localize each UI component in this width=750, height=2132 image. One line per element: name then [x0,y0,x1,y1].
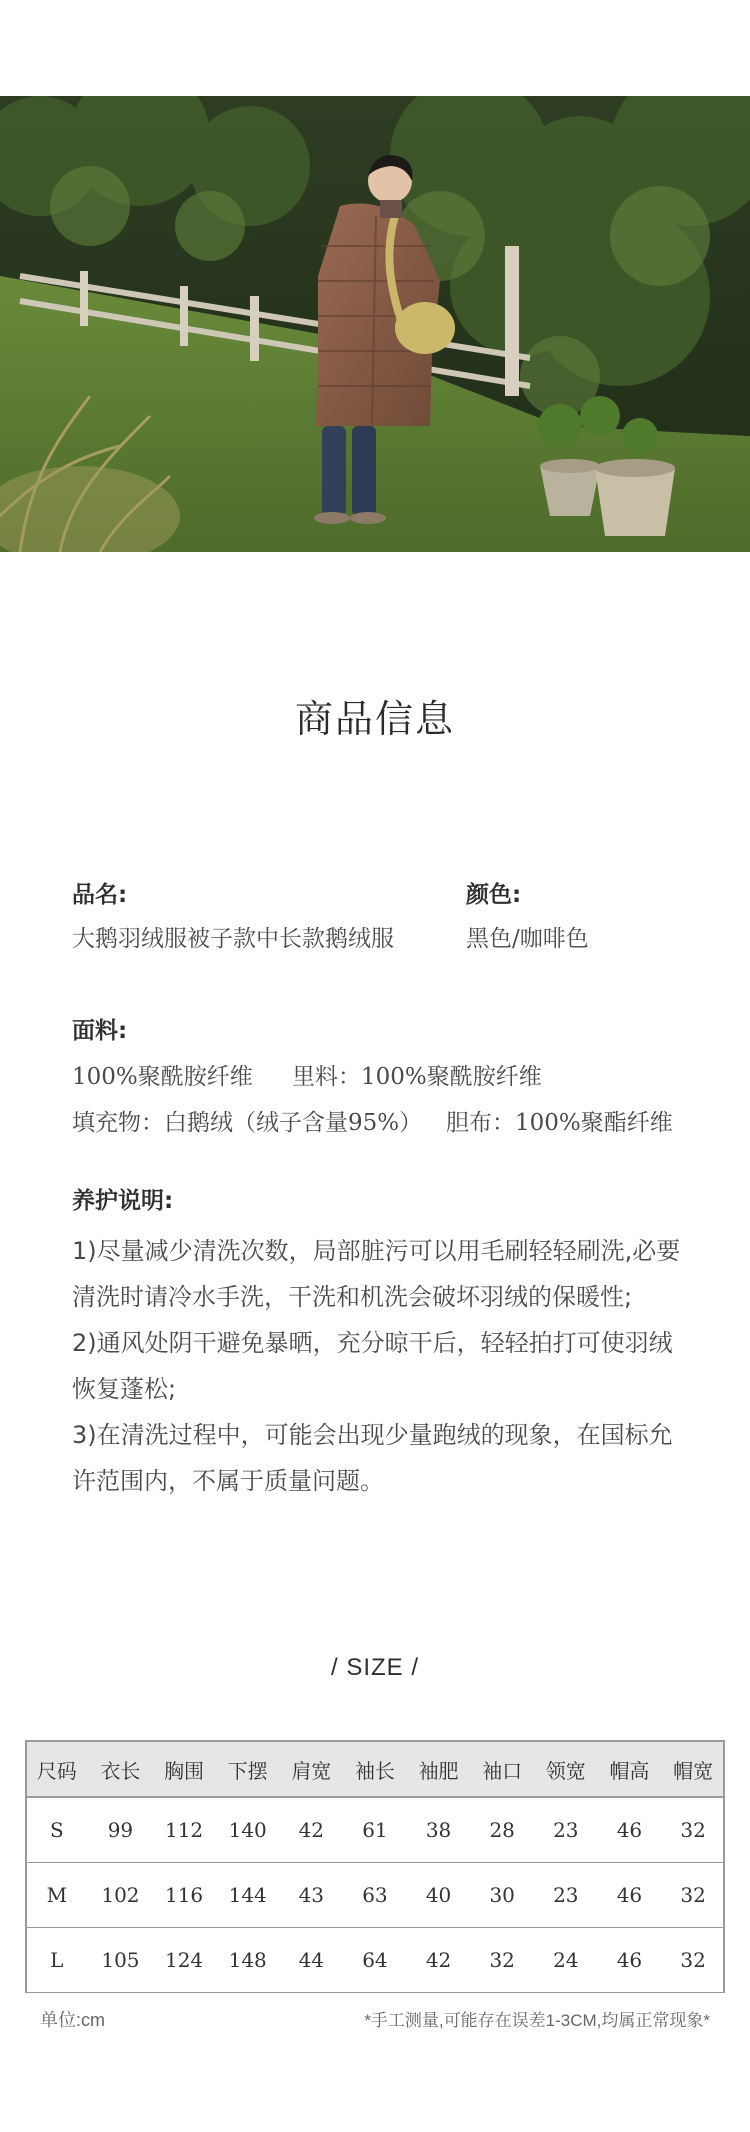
table-cell: 42 [407,1927,471,1992]
table-row [25,1797,725,1862]
care-line: 清洗时请冷水手洗，干洗和机洗会破坏羽绒的保暖性; [72,1283,633,1311]
care-instructions [72,1228,692,1504]
fabric-main: 100%聚酰胺纤维 [72,1064,253,1090]
size-title: / SIZE / [330,1654,419,1681]
table-cell: 63 [343,1862,407,1927]
table-cell: 102 [89,1862,153,1927]
table-cell: 46 [598,1797,662,1862]
header-hood-height: 帽高 [598,1741,662,1797]
table-cell: S [25,1797,89,1862]
table-cell: 32 [470,1927,534,1992]
care-line: 恢复蓬松; [72,1375,177,1403]
unit-note: 单位:cm [40,2010,105,2030]
header-length: 衣长 [89,1741,153,1797]
header-collar: 领宽 [534,1741,598,1797]
table-cell: 32 [661,1927,725,1992]
table-cell: 46 [598,1927,662,1992]
color-label: 颜色: [466,882,522,908]
table-cell: 46 [598,1862,662,1927]
table-cell: 144 [216,1862,280,1927]
table-cell: 42 [280,1797,344,1862]
header-hood-width: 帽宽 [661,1741,725,1797]
table-cell: 112 [152,1797,216,1862]
table-cell: 61 [343,1797,407,1862]
care-label: 养护说明: [72,1188,174,1214]
table-cell: L [25,1927,89,1992]
fabric-lining: 里料：100%聚酰胺纤维 [292,1064,542,1090]
table-cell: 32 [661,1862,725,1927]
header-size: 尺码 [25,1741,89,1797]
table-cell: 124 [152,1927,216,1992]
fabric-label: 面料: [72,1018,128,1044]
page-title: 商品信息 [294,697,455,741]
header-sleeve-width: 袖肥 [407,1741,471,1797]
table-cell: 140 [216,1797,280,1862]
table-cell: 116 [152,1862,216,1927]
size-table [25,1740,725,1993]
table-cell: 23 [534,1862,598,1927]
table-cell: 105 [89,1927,153,1992]
table-cell: 40 [407,1862,471,1927]
table-row [25,1862,725,1927]
header-sleeve-length: 袖长 [343,1741,407,1797]
care-line: 2)通风处阴干避免暴晒，充分晾干后，轻轻拍打可使羽绒 [72,1329,673,1357]
table-cell: 24 [534,1927,598,1992]
table-cell: 148 [216,1927,280,1992]
table-cell: 44 [280,1927,344,1992]
table-cell: 99 [89,1797,153,1862]
table-cell: 23 [534,1797,598,1862]
header-shoulder: 肩宽 [280,1741,344,1797]
table-cell: 64 [343,1927,407,1992]
name-value: 大鹅羽绒服被子款中长款鹅绒服 [72,926,394,952]
fabric-filling: 填充物：白鹅绒（绒子含量95%） [72,1110,423,1136]
measure-note: *手工测量,可能存在误差1-3CM,均属正常现象* [364,2011,710,2030]
table-cell: 32 [661,1797,725,1862]
table-cell: 38 [407,1797,471,1862]
header-hem: 下摆 [216,1741,280,1797]
care-line: 3)在清洗过程中，可能会出现少量跑绒的现象，在国标允 [72,1421,673,1449]
color-value: 黑色/咖啡色 [466,926,589,952]
header-chest: 胸围 [152,1741,216,1797]
fabric-inner: 胆布：100%聚酯纤维 [446,1110,673,1136]
table-cell: 30 [470,1862,534,1927]
table-cell: 28 [470,1797,534,1862]
size-table-header-row [25,1741,725,1797]
care-line: 许范围内，不属于质量问题。 [72,1467,384,1495]
table-cell: 43 [280,1862,344,1927]
name-label: 品名: [72,882,128,908]
header-cuff: 袖口 [470,1741,534,1797]
hero-photo [0,96,750,552]
table-cell: M [25,1862,89,1927]
table-row [25,1927,725,1992]
care-line: 1)尽量减少清洗次数，局部脏污可以用毛刷轻轻刷洗,必要 [72,1237,681,1265]
